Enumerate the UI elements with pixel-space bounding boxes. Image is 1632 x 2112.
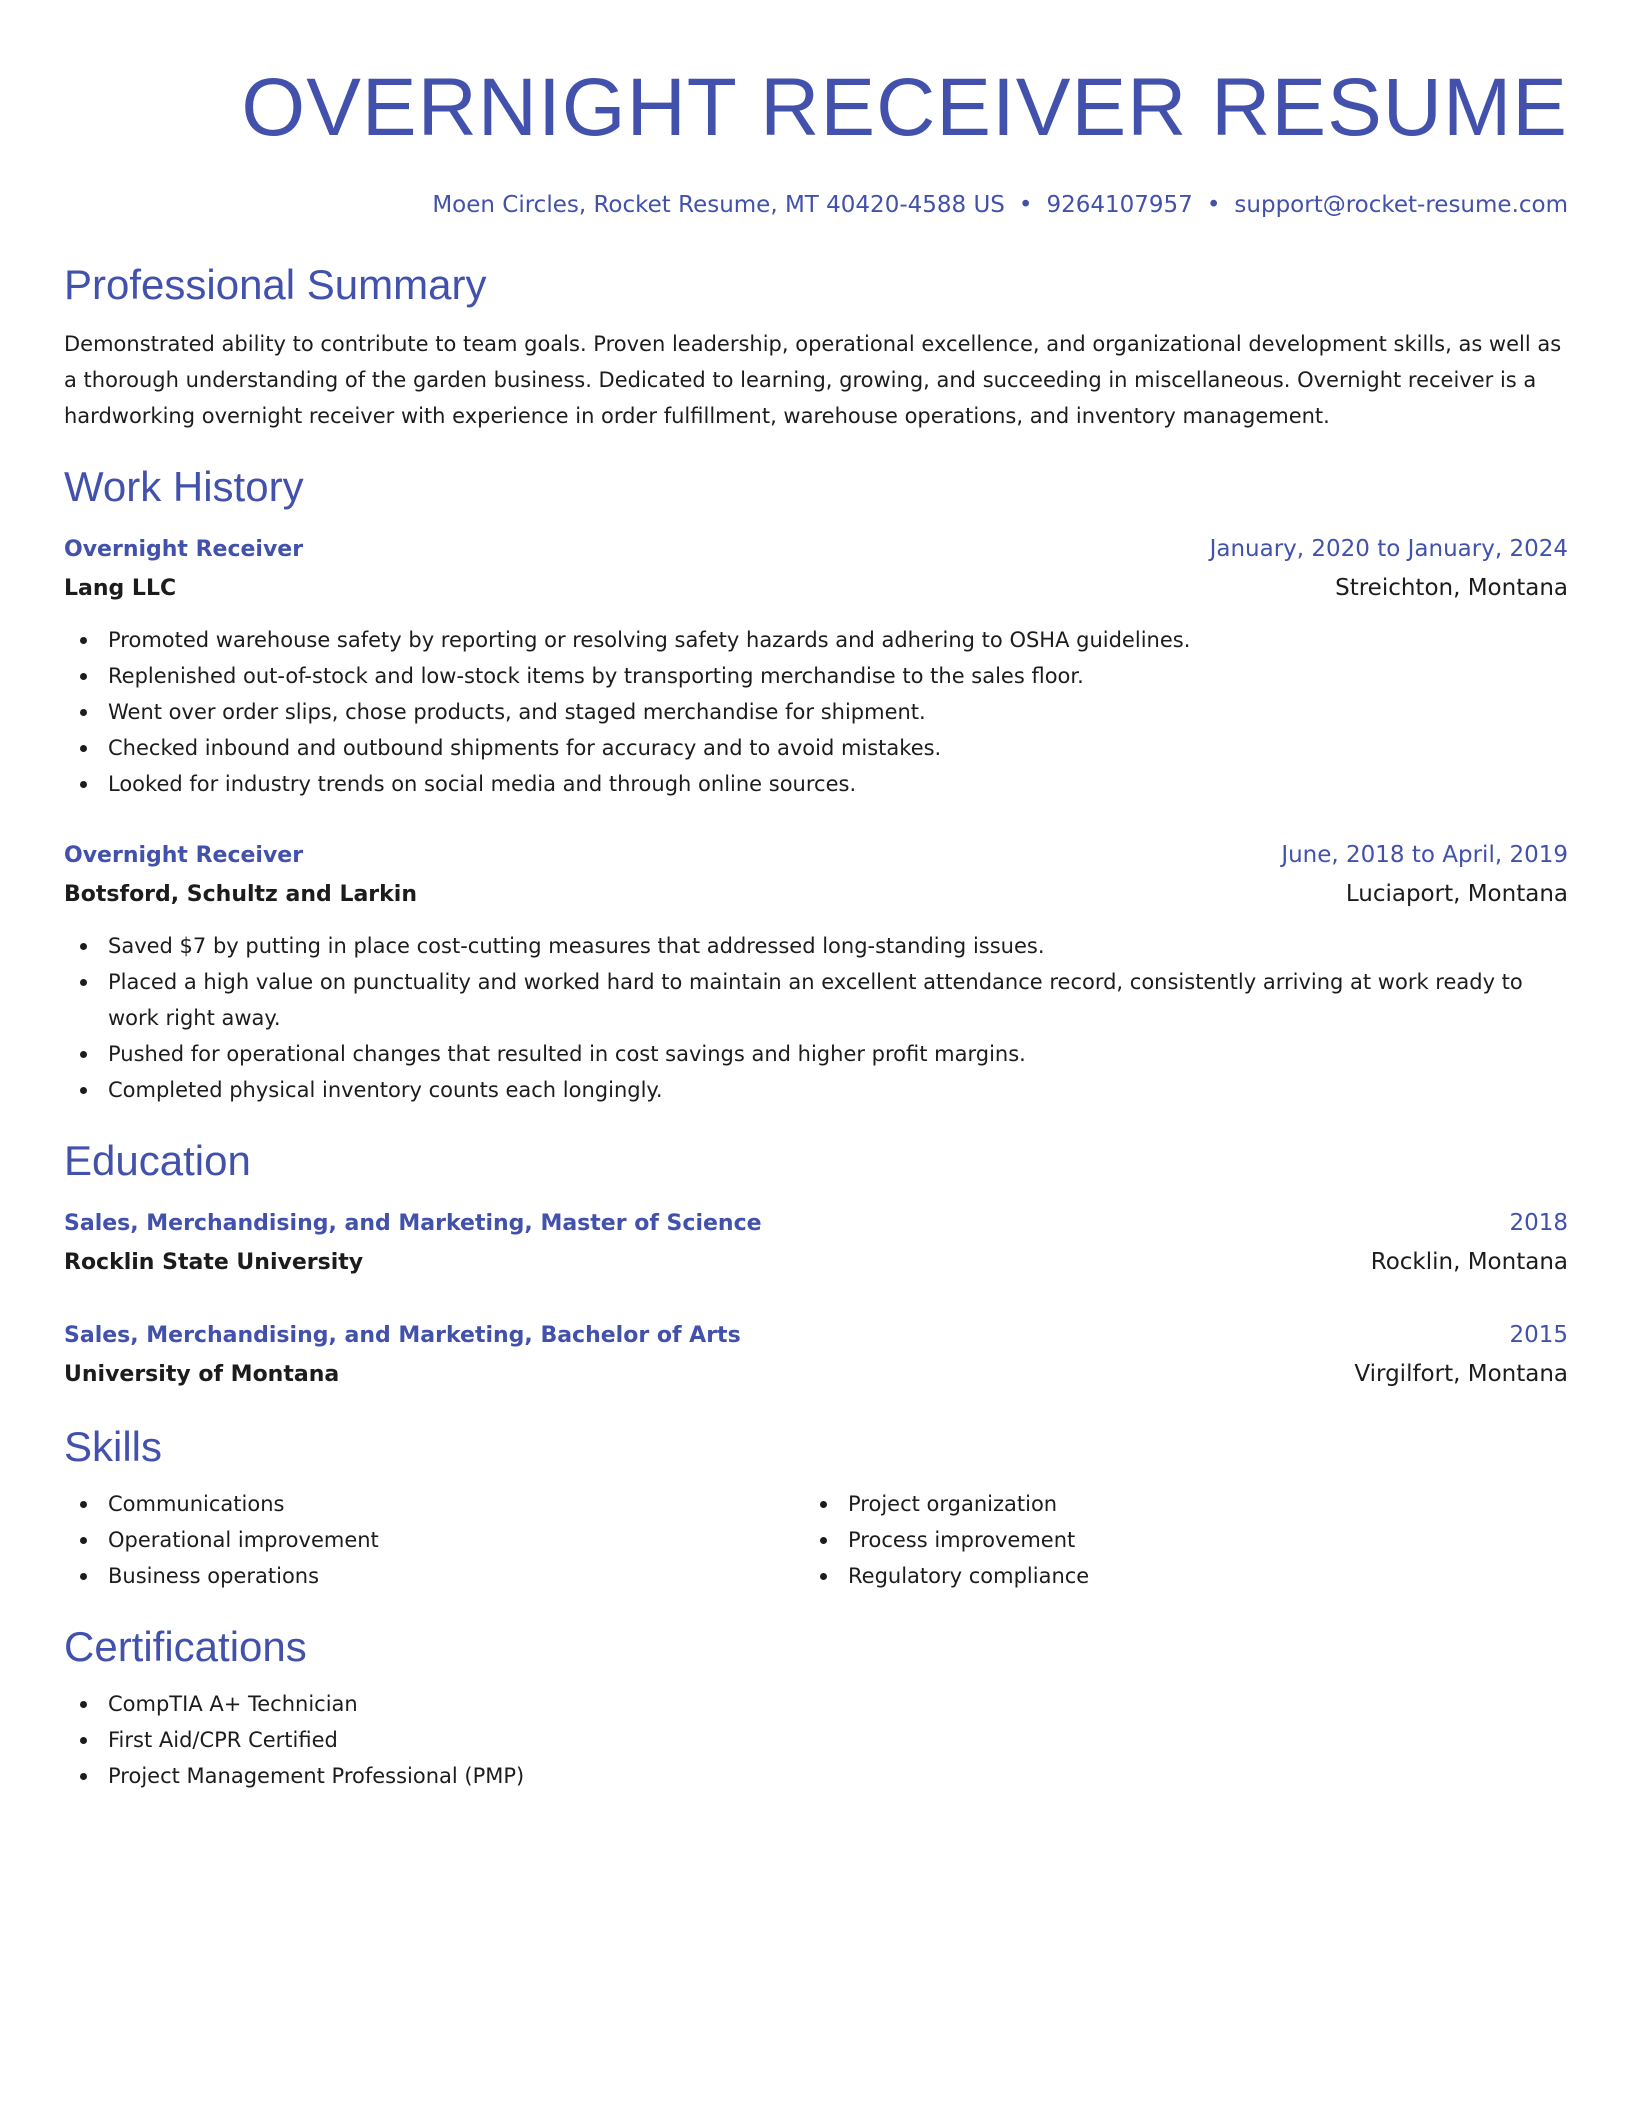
resume-title: OVERNIGHT RECEIVER RESUME bbox=[241, 62, 1568, 153]
job-bullet: Placed a high value on punctuality and worked hard to maintain an excellent attendance record, consistently arriving at work ready to work right away. bbox=[64, 964, 1568, 1036]
contact-line bbox=[64, 190, 1568, 220]
section-heading: Certifications bbox=[64, 1623, 307, 1670]
job-title-row bbox=[64, 530, 1568, 569]
section-heading: Professional Summary bbox=[64, 261, 487, 308]
job-bullet: Looked for industry trends on social media and through online sources. bbox=[64, 766, 1568, 802]
job-bullet: Replenished out-of-stock and low-stock items by transporting merchandise to the sales floor. bbox=[64, 658, 1568, 694]
job-company: Botsford, Schultz and Larkin bbox=[64, 882, 417, 907]
section-heading: Skills bbox=[64, 1423, 163, 1470]
skill-item: Communications bbox=[64, 1486, 804, 1522]
education-school: Rocklin State University bbox=[64, 1250, 364, 1275]
resume-header bbox=[64, 60, 1568, 220]
education-school-row bbox=[64, 1355, 1568, 1394]
section-education bbox=[64, 1136, 1568, 1394]
certification-list bbox=[64, 1686, 1568, 1794]
job-dates: June, 2018 to April, 2019 bbox=[1281, 842, 1568, 868]
education-degree: Sales, Merchandising, and Marketing, Master of Science bbox=[64, 1211, 762, 1236]
skill-item: Process improvement bbox=[804, 1522, 1544, 1558]
skill-item: Regulatory compliance bbox=[804, 1558, 1544, 1594]
section-heading: Education bbox=[64, 1137, 251, 1184]
education-degree-row bbox=[64, 1204, 1568, 1243]
section-skills bbox=[64, 1422, 1568, 1594]
job-bullet: Pushed for operational changes that resulted in cost savings and higher profit margins. bbox=[64, 1036, 1568, 1072]
job-bullets bbox=[64, 928, 1568, 1108]
skills-column-left bbox=[64, 1486, 804, 1594]
job-location: Luciaport, Montana bbox=[1345, 881, 1568, 907]
job-bullet: Went over order slips, chose products, and staged merchandise for shipment. bbox=[64, 694, 1568, 730]
education-entry bbox=[64, 1316, 1568, 1394]
education-year: 2018 bbox=[1509, 1210, 1568, 1236]
job-title-row bbox=[64, 836, 1568, 875]
job-bullet: Saved $7 by putting in place cost-cutting measures that addressed long-standing issues. bbox=[64, 928, 1568, 964]
job-title: Overnight Receiver bbox=[64, 843, 304, 868]
education-entry bbox=[64, 1204, 1568, 1282]
education-degree-row bbox=[64, 1316, 1568, 1355]
education-school: University of Montana bbox=[64, 1362, 340, 1387]
contact-email[interactable]: support@rocket-resume.com bbox=[1234, 192, 1568, 218]
education-location: Rocklin, Montana bbox=[1370, 1249, 1568, 1275]
skills-column-right bbox=[804, 1486, 1544, 1594]
job-company-row bbox=[64, 569, 1568, 608]
contact-phone: 9264107957 bbox=[1046, 192, 1193, 218]
job-entry bbox=[64, 836, 1568, 1108]
section-certifications bbox=[64, 1622, 1568, 1794]
skills-grid bbox=[64, 1486, 1568, 1594]
section-heading: Work History bbox=[64, 463, 304, 510]
job-bullets bbox=[64, 622, 1568, 802]
job-company: Lang LLC bbox=[64, 576, 177, 601]
education-degree: Sales, Merchandising, and Marketing, Bachelor of Arts bbox=[64, 1323, 741, 1348]
section-work-history bbox=[64, 462, 1568, 1108]
contact-separator: • bbox=[1018, 192, 1033, 218]
skill-item: Project organization bbox=[804, 1486, 1544, 1522]
certification-item: Project Management Professional (PMP) bbox=[64, 1758, 1568, 1794]
contact-address: Moen Circles, Rocket Resume, MT 40420-4588 US bbox=[432, 192, 1005, 218]
certification-item: CompTIA A+ Technician bbox=[64, 1686, 1568, 1722]
job-location: Streichton, Montana bbox=[1335, 575, 1568, 601]
skill-item: Business operations bbox=[64, 1558, 804, 1594]
job-bullet: Completed physical inventory counts each longingly. bbox=[64, 1072, 1568, 1108]
job-company-row bbox=[64, 875, 1568, 914]
education-location: Virgilfort, Montana bbox=[1354, 1361, 1568, 1387]
job-dates: January, 2020 to January, 2024 bbox=[1209, 536, 1568, 562]
job-title: Overnight Receiver bbox=[64, 537, 304, 562]
summary-text: Demonstrated ability to contribute to team goals. Proven leadership, operational excellence, and organizational development skills, as well as a thorough understanding of the garden business. Dedicated to learning, growing, and succeeding in miscellaneous. Overnight receiver is a hardworking overnight receiver with experience in order fulfillment, warehouse operations, and inventory management. bbox=[64, 332, 1562, 428]
job-entry bbox=[64, 530, 1568, 802]
certification-item: First Aid/CPR Certified bbox=[64, 1722, 1568, 1758]
section-professional-summary bbox=[64, 260, 1568, 434]
education-school-row bbox=[64, 1243, 1568, 1282]
job-bullet: Promoted warehouse safety by reporting or resolving safety hazards and adhering to OSHA guidelines. bbox=[64, 622, 1568, 658]
contact-separator: • bbox=[1206, 192, 1221, 218]
education-year: 2015 bbox=[1509, 1322, 1568, 1348]
skill-item: Operational improvement bbox=[64, 1522, 804, 1558]
job-bullet: Checked inbound and outbound shipments for accuracy and to avoid mistakes. bbox=[64, 730, 1568, 766]
